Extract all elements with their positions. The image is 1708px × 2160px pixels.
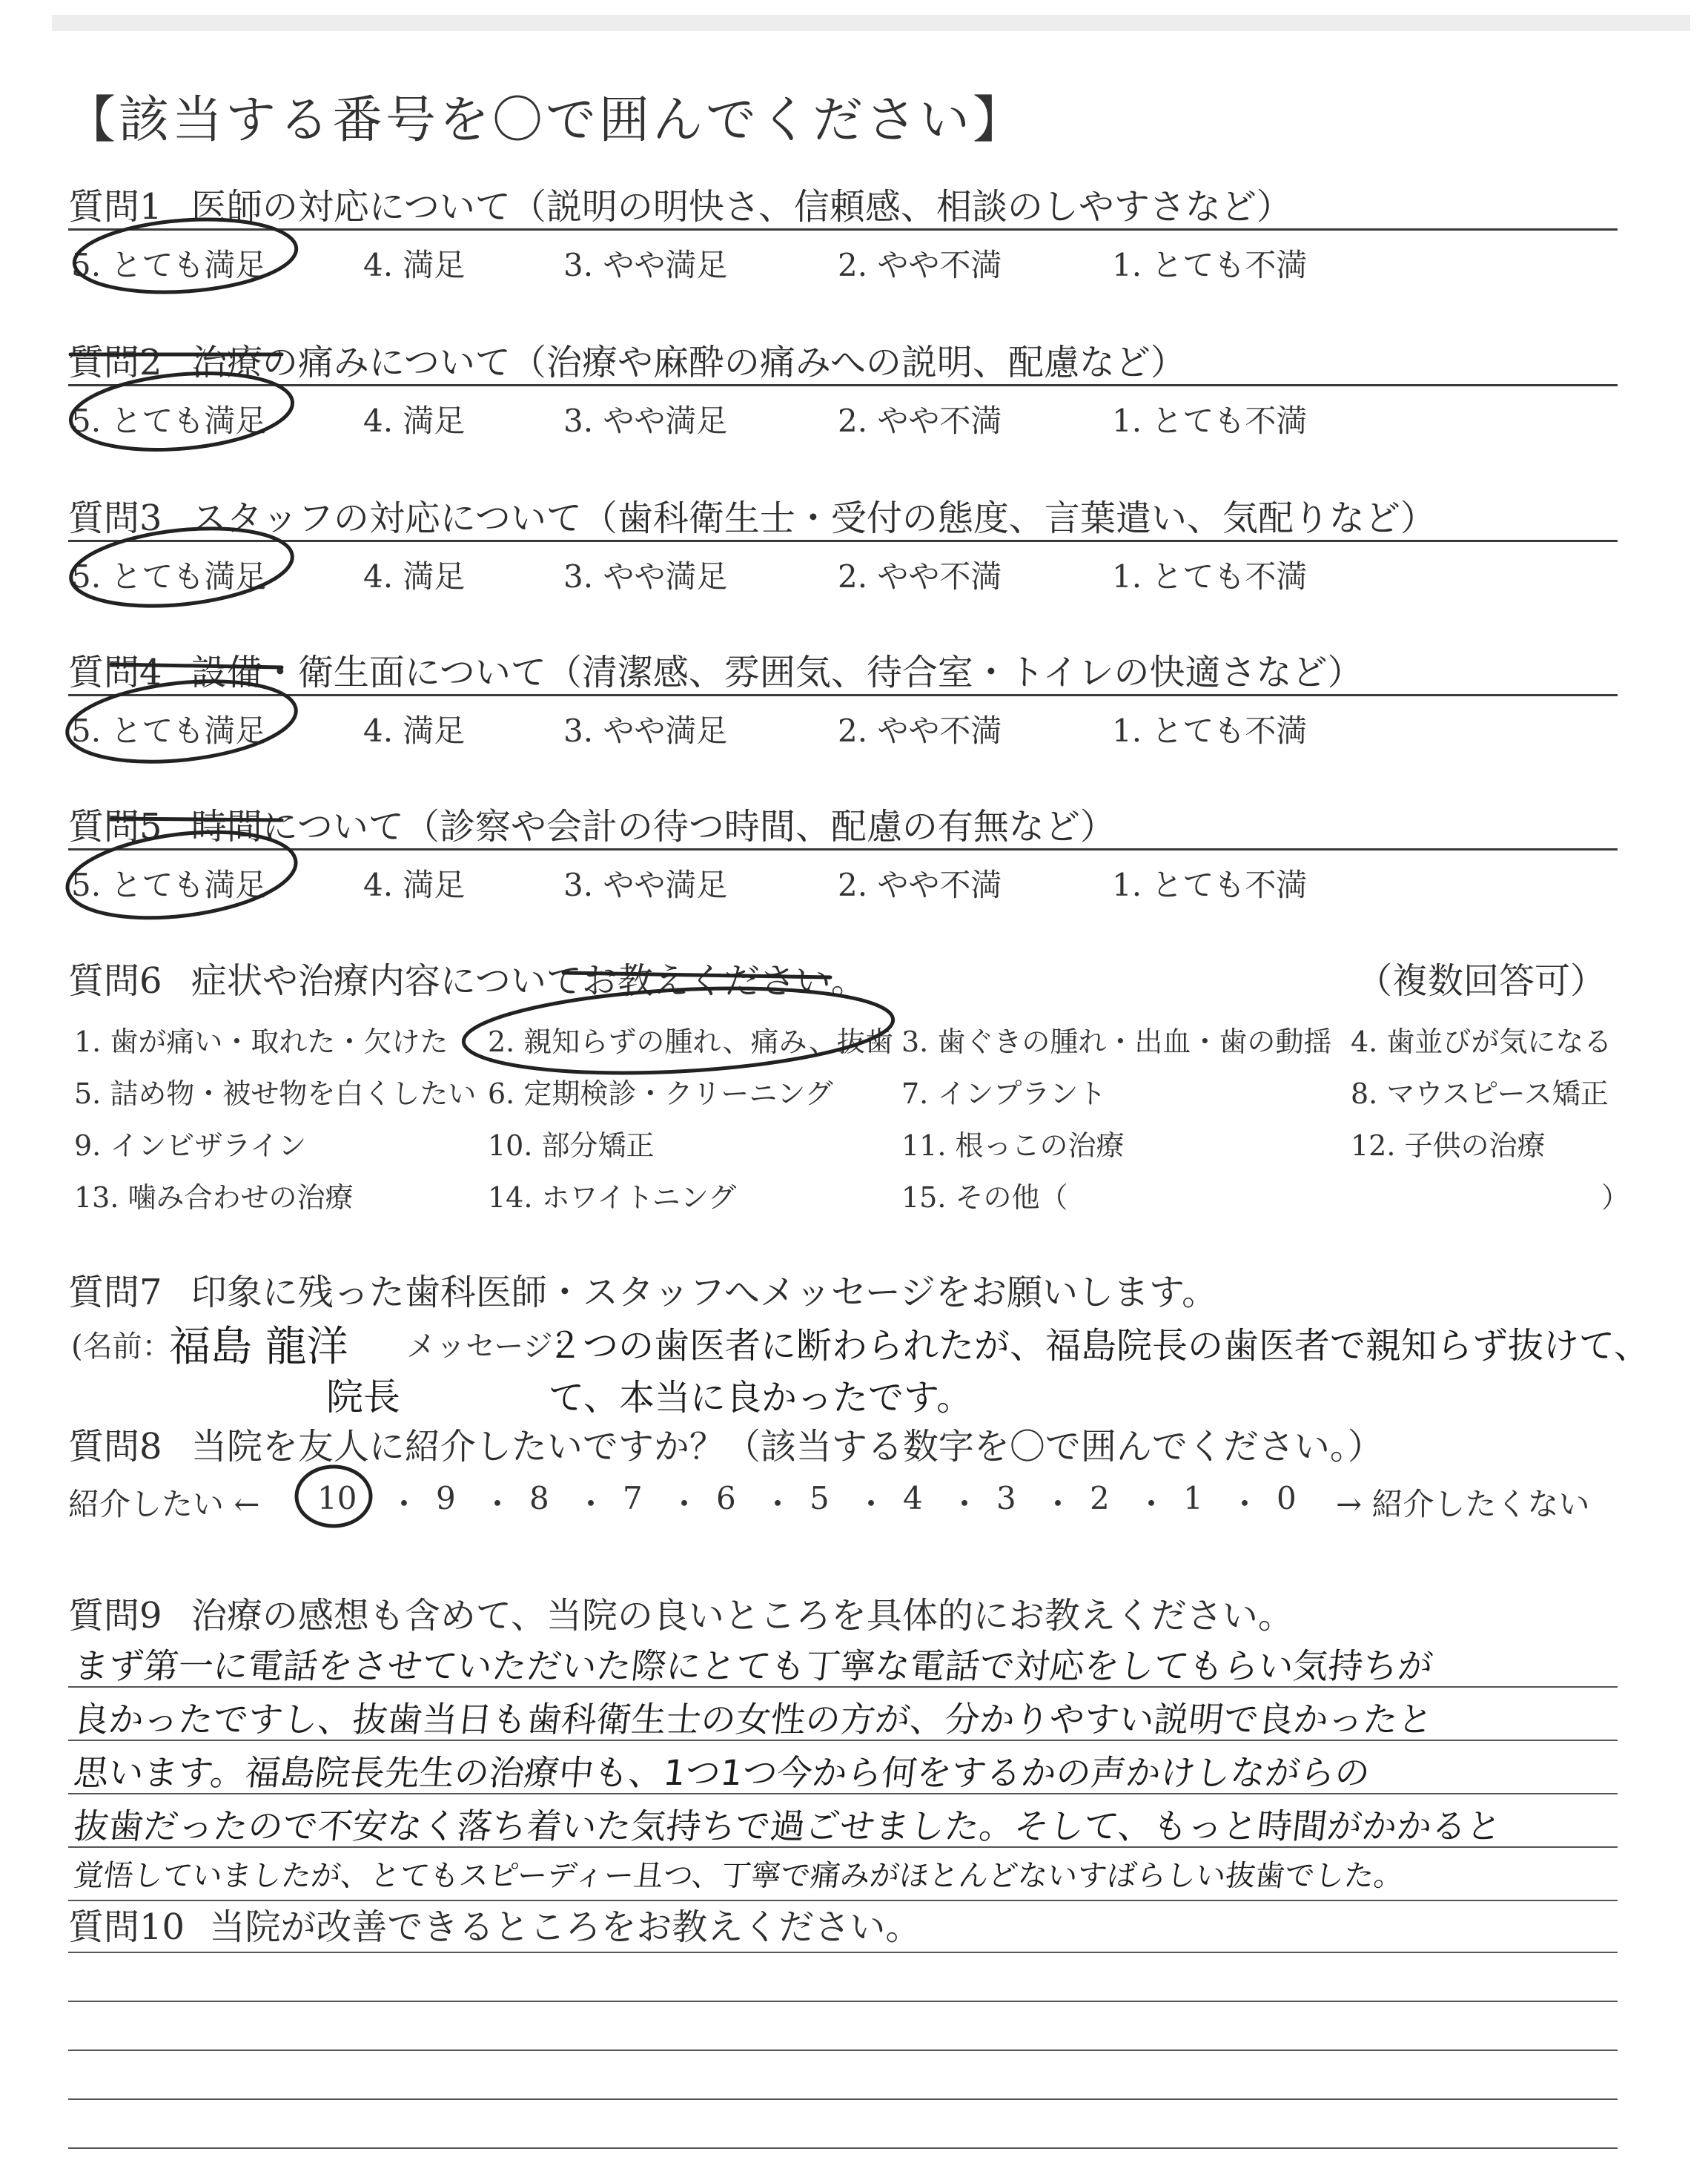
q2-label: 質問2 xyxy=(68,342,162,383)
q1-title xyxy=(68,178,1292,229)
q7-name-value-2[interactable]: 院長 xyxy=(326,1375,400,1418)
q5-opt-4[interactable]: 4. 満足 xyxy=(363,867,466,903)
q1-label: 質問1 xyxy=(68,186,162,228)
q7-message-line1[interactable]: ２つの歯医者に断わられたが、福島院長の歯医者で親知らず抜けて、 xyxy=(547,1325,1650,1367)
q1-opt-5[interactable]: 5. とても満足 xyxy=(71,247,267,283)
q9-answer-line[interactable]: 思います。福島院長先生の治療中も、1つ1つ今から何をするかの声かけしながらの xyxy=(71,1753,1372,1794)
q2-rule xyxy=(68,384,1618,386)
q8-right-label: → 紹介したくない xyxy=(1336,1486,1590,1522)
q2-opt-1[interactable]: 1. とても不満 xyxy=(1112,403,1308,439)
q5-opt-1[interactable]: 1. とても不満 xyxy=(1112,867,1308,903)
q2-text: 治療の痛みについて（治療や麻酔の痛みへの説明、配慮など） xyxy=(191,342,1186,383)
q2-opt-2[interactable]: 2. やや不満 xyxy=(838,403,1002,439)
q8-scale-dot: ・ xyxy=(1136,1486,1168,1522)
q1-opt-2[interactable]: 2. やや不満 xyxy=(838,247,1002,283)
q10-text: 当院が改善できるところをお教えください。 xyxy=(209,1906,921,1948)
q8-scale-9[interactable]: 9 xyxy=(436,1480,456,1516)
q8-scale-1[interactable]: 1 xyxy=(1183,1480,1203,1516)
q6-item-5[interactable]: 5. 詰め物・被せ物を白くしたい xyxy=(74,1077,477,1110)
q8-scale-dot: ・ xyxy=(762,1486,794,1522)
q7-message-line2[interactable]: て、本当に良かったです。 xyxy=(549,1377,973,1418)
q5-opt-5[interactable]: 5. とても満足 xyxy=(71,867,267,903)
q6-item-1[interactable]: 1. 歯が痛い・取れた・欠けた xyxy=(74,1025,448,1058)
q6-item-15[interactable]: 15. その他（ xyxy=(901,1181,1068,1214)
q10-answer-rule xyxy=(68,2098,1618,2100)
q7-label: 質問7 xyxy=(68,1272,162,1313)
q6-item-12[interactable]: 12. 子供の治療 xyxy=(1351,1129,1546,1162)
scan-top-band xyxy=(52,15,1690,31)
q8-text: 当院を友人に紹介したいですか？（該当する数字を〇で囲んでください。） xyxy=(191,1426,1383,1467)
q2-title xyxy=(68,334,1186,385)
q3-label: 質問3 xyxy=(68,498,162,539)
q8-scale-dot: ・ xyxy=(669,1486,701,1522)
q5-title xyxy=(68,798,1116,849)
q6-item-2[interactable]: 2. 親知らずの腫れ、痛み、抜歯 xyxy=(488,1025,893,1058)
q8-scale-dot: ・ xyxy=(1042,1486,1074,1522)
q9-answer-line[interactable]: 抜歯だったので不安なく落ち着いた気持ちで過ごせました。そして、もっと時間がかかると xyxy=(71,1806,1504,1847)
q8-left-label: 紹介したい ← xyxy=(68,1486,260,1522)
q6-item-4[interactable]: 4. 歯並びが気になる xyxy=(1351,1025,1612,1058)
q8-label: 質問8 xyxy=(68,1426,162,1467)
q8-scale-dot: ・ xyxy=(482,1486,514,1522)
q10-answer-rule xyxy=(68,2147,1618,2149)
q6-item-8[interactable]: 8. マウスピース矯正 xyxy=(1351,1077,1609,1110)
q6-item-15-close: ） xyxy=(1601,1181,1630,1214)
q10-answer-rule xyxy=(68,1952,1618,1953)
q6-label: 質問6 xyxy=(68,960,162,1002)
q3-text: スタッフの対応について（歯科衛生士・受付の態度、言葉遣い、気配りなど） xyxy=(191,498,1436,539)
q3-opt-4[interactable]: 4. 満足 xyxy=(363,558,466,595)
q5-label: 質問5 xyxy=(68,806,162,848)
q9-answer-line[interactable]: 覚悟していましたが、とてもスピーディー且つ、丁寧で痛みがほとんどないすばらしい抜歯でした。 xyxy=(72,1859,1406,1893)
q3-opt-2[interactable]: 2. やや不満 xyxy=(838,558,1002,595)
q6-item-11[interactable]: 11. 根っこの治療 xyxy=(901,1129,1125,1162)
q9-answer-line[interactable]: 良かったですし、抜歯当日も歯科衛生士の女性の方が、分かりやすい説明で良かったと xyxy=(71,1700,1435,1740)
q4-opt-4[interactable]: 4. 満足 xyxy=(363,713,466,749)
q6-item-10[interactable]: 10. 部分矯正 xyxy=(488,1129,655,1162)
q3-opt-1[interactable]: 1. とても不満 xyxy=(1112,558,1308,595)
q4-label: 質問4 xyxy=(68,652,162,693)
q1-rule xyxy=(68,228,1618,231)
q4-text: 設備・衛生面について（清潔感、雰囲気、待合室・トイレの快適さなど） xyxy=(191,652,1363,693)
q3-opt-3[interactable]: 3. やや満足 xyxy=(563,558,728,595)
q9-answer-line[interactable]: まず第一に電話をさせていただいた際にとても丁寧な電話で対応をしてもらい気持ちが xyxy=(71,1646,1435,1687)
q8-scale-dot: ・ xyxy=(575,1486,607,1522)
q2-opt-3[interactable]: 3. やや満足 xyxy=(563,403,728,439)
q3-rule xyxy=(68,540,1618,542)
q1-opt-1[interactable]: 1. とても不満 xyxy=(1112,247,1308,283)
q8-scale-dot: ・ xyxy=(855,1486,887,1522)
q8-scale-0[interactable]: 0 xyxy=(1277,1480,1297,1516)
q1-text: 医師の対応について（説明の明快さ、信頼感、相談のしやすさなど） xyxy=(191,186,1292,228)
q8-scale-4[interactable]: 4 xyxy=(903,1480,923,1516)
q6-item-7[interactable]: 7. インプラント xyxy=(901,1077,1107,1110)
q10-label: 質問10 xyxy=(68,1906,185,1948)
q8-scale-3[interactable]: 3 xyxy=(996,1480,1016,1516)
q8-scale-7[interactable]: 7 xyxy=(623,1480,643,1516)
q10-answer-rule xyxy=(68,2001,1618,2002)
q6-item-6[interactable]: 6. 定期検診・クリーニング xyxy=(488,1077,833,1110)
q5-opt-2[interactable]: 2. やや不満 xyxy=(838,867,1002,903)
q6-title xyxy=(68,952,867,1003)
q4-rule xyxy=(68,694,1618,696)
q4-opt-5[interactable]: 5. とても満足 xyxy=(71,713,267,749)
q7-message-label: メッセージ： xyxy=(406,1330,583,1364)
q9-label: 質問9 xyxy=(68,1595,162,1636)
q3-opt-5[interactable]: 5. とても満足 xyxy=(71,558,267,595)
q6-item-9[interactable]: 9. インビザライン xyxy=(74,1129,307,1162)
q4-title xyxy=(68,644,1363,695)
q6-item-14[interactable]: 14. ホワイトニング xyxy=(488,1181,737,1214)
q8-scale-dot: ・ xyxy=(388,1486,420,1522)
q7-title xyxy=(68,1264,1217,1315)
q1-opt-4[interactable]: 4. 満足 xyxy=(363,247,466,283)
q6-item-3[interactable]: 3. 歯ぐきの腫れ・出血・歯の動揺 xyxy=(901,1025,1332,1058)
q8-scale-6[interactable]: 6 xyxy=(716,1480,736,1516)
q8-scale-5[interactable]: 5 xyxy=(810,1480,830,1516)
q8-title xyxy=(68,1418,1383,1469)
q8-scale-dot: ・ xyxy=(1229,1486,1261,1522)
q2-opt-5[interactable]: 5. とても満足 xyxy=(71,403,267,439)
q10-title xyxy=(68,1898,921,1949)
q4-opt-1[interactable]: 1. とても不満 xyxy=(1112,713,1308,749)
q6-note: （複数回答可） xyxy=(1357,960,1606,1002)
q7-text: 印象に残った歯科医師・スタッフへメッセージをお願いします。 xyxy=(191,1272,1218,1313)
q4-opt-3[interactable]: 3. やや満足 xyxy=(563,713,728,749)
q7-name-label: (名前： xyxy=(71,1330,172,1364)
q8-scale-10[interactable]: 10 xyxy=(317,1480,357,1516)
q6-text: 症状や治療内容についてお教えください。 xyxy=(191,960,867,1002)
q6-item-13[interactable]: 13. 噛み合わせの治療 xyxy=(74,1181,354,1214)
q2-opt-4[interactable]: 4. 満足 xyxy=(363,403,466,439)
q5-opt-3[interactable]: 3. やや満足 xyxy=(563,867,728,903)
q5-text: 時間について（診察や会計の待つ時間、配慮の有無など） xyxy=(191,806,1116,848)
q8-scale-dot: ・ xyxy=(949,1486,981,1522)
q3-title xyxy=(68,489,1436,541)
q1-opt-3[interactable]: 3. やや満足 xyxy=(563,247,728,283)
q5-rule xyxy=(68,848,1618,851)
survey-heading: 【該当する番号を〇で囲んでください】 xyxy=(65,91,1027,150)
q7-name-value[interactable]: 福島 龍洋 xyxy=(169,1323,348,1371)
q10-answer-rule xyxy=(68,2050,1618,2051)
q9-text: 治療の感想も含めて、当院の良いところを具体的にお教えください。 xyxy=(191,1595,1294,1636)
q8-scale-2[interactable]: 2 xyxy=(1090,1480,1110,1516)
q4-opt-2[interactable]: 2. やや不満 xyxy=(838,713,1002,749)
q9-title xyxy=(68,1587,1294,1638)
q8-scale-8[interactable]: 8 xyxy=(529,1480,549,1516)
